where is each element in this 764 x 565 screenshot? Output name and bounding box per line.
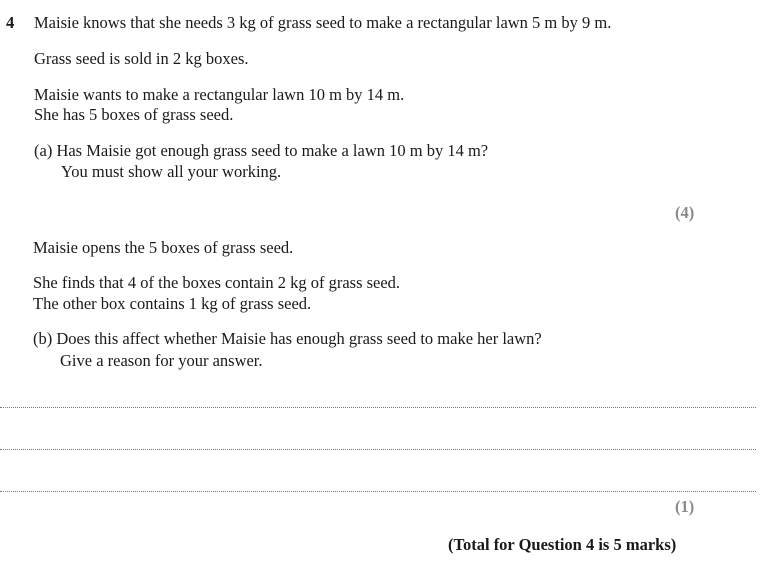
part-b-marks: (1) [675,497,695,516]
intro-line-4: She has 5 boxes of grass seed. [34,105,234,124]
part-a-instruction: You must show all your working. [61,162,282,181]
middle-line-1: Maisie opens the 5 boxes of grass seed. [33,238,294,257]
total-marks: (Total for Question 4 is 5 marks) [448,535,677,554]
answer-line-1[interactable] [0,407,756,408]
middle-line-2: She finds that 4 of the boxes contain 2 kg of grass seed. [33,273,401,292]
intro-line-1: Maisie knows that she needs 3 kg of grass seed to make a rectangular lawn 5 m by 9 m. [34,13,612,32]
part-a-question: (a) Has Maisie got enough grass seed to make a lawn 10 m by 14 m? [34,141,489,160]
intro-line-3: Maisie wants to make a rectangular lawn 10 m by 14 m. [34,85,405,104]
answer-line-3[interactable] [0,491,756,492]
part-b-instruction: Give a reason for your answer. [60,351,263,370]
answer-line-2[interactable] [0,449,756,450]
part-b-question: (b) Does this affect whether Maisie has enough grass seed to make her lawn? [33,329,542,348]
intro-line-2: Grass seed is sold in 2 kg boxes. [34,49,249,68]
part-a-marks: (4) [675,203,695,222]
middle-line-3: The other box contains 1 kg of grass seed. [33,294,312,313]
question-number: 4 [6,13,15,32]
part-a-answer-space[interactable] [34,186,674,226]
